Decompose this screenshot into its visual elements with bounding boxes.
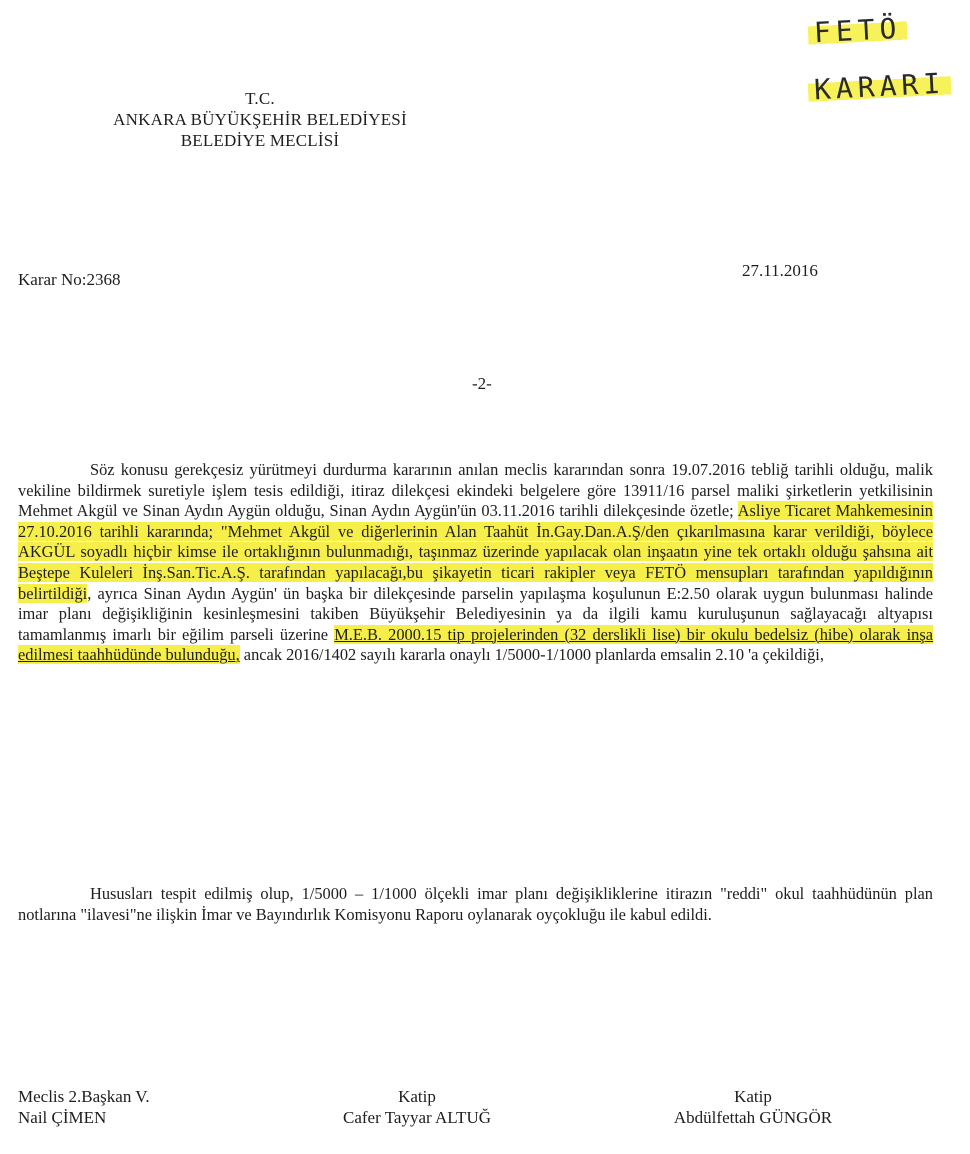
signature-title: Meclis 2.Başkan V. [18,1087,150,1106]
highlighted-school-pledge: M.E.B. 2000.15 tip projelerinden (32 derslikli lise) bir okulu bedelsiz (hibe) olarak inşa edilmesi taahhüdünde bulunduğu, [18,624,933,665]
header-tc: T.C. [245,89,275,108]
letterhead [0,88,520,151]
decision-number: Karar No:2368 [18,270,121,289]
header-council: BELEDİYE MECLİSİ [180,131,340,150]
body-paragraph-1 [18,460,933,666]
paragraph2-text: Hususları tespit edilmiş olup, 1/5000 – 1/1000 ölçekli imar planı değişikliklerine itirazın "reddi" okul taahhüdünün plan notlarına "ilavesi"ne ilişkin İmar ve Bayındırlık Komisyonu Raporu oylanarak oyçokluğu ile kabul edildi. [18,884,933,924]
body-paragraph-2 [18,884,933,925]
paragraph1-text-c: ancak 2016/1402 sayılı kararla onaylı 1/5000-1/1000 planlarda emsalin 2.10 'a çekildiği, [239,645,824,665]
signature-block-2 [322,1086,512,1128]
signature-block-3 [648,1086,858,1128]
signature-name: Nail ÇİMEN [18,1108,107,1127]
highlighted-court-decision: Asliye Ticaret Mahkemesinin 27.10.2016 tarihli kararında; "Mehmet Akgül ve diğerlerinin Alan Taahüt İn.Gay.Dan.A.Ş/den çıkarılmasına karar verildiği, böylece AKGÜL soyadlı hiçbir kimse ile ortaklığının bulunmadığı, taşınmaz üzerinde yapılacak olan inşaatın yine tek ortaklı olduğu şahsına ait Beştepe Kuleleri İnş.San.Tic.A.Ş. tarafından yapılacağı,bu şikayetin ticari rakipler veya FETÖ mensupları tarafından yapıldığının belirtildiği [18,501,933,603]
page-number: -2- [472,374,492,393]
signature-name: Cafer Tayyar ALTUĞ [343,1108,491,1127]
handwritten-note-line1: FETÖ [807,11,908,49]
header-municipality: ANKARA BÜYÜKŞEHİR BELEDİYESİ [113,110,407,129]
paragraph1-text-a: Söz konusu gerekçesiz yürütmeyi durdurma kararının anılan meclis kararından sonra 19.07.2016 tebliğ tarihli olduğu, malik vekiline bildirmek suretiyle işlem tesis edildiği, itiraz dilekçesi ekindeki belgelere göre 13911/16 parsel maliki şirketlerin yetkilisinin Mehmet Akgül ve Sinan Aydın Aygün olduğu, Sinan Aydın Aygün'ün 03.11.2016 tarihli dilekçesinde özetle; [18,460,933,521]
signature-title: Katip [734,1087,772,1106]
signature-name: Abdülfettah GÜNGÖR [673,1108,833,1127]
signature-title: Katip [398,1087,436,1106]
paragraph1-text-b: , ayrıca Sinan Aydın Aygün' ün başka bir dilekçesinde parselin yapılaşma koşulunun E:2.50 olarak uygun bulunması halinde imar planı değişikliğinin kesinleşmesini takiben Büyükşehir Belediyesinin ya da ilgili kamu kuruluşunun sağlayacağı altyapısı tamamlanmış imarlı bir eğilim parseli üzerine [18,583,933,644]
decision-date: 27.11.2016 [742,261,818,280]
handwritten-note-line2: KARARI [807,66,952,106]
signature-block-1 [18,1086,150,1128]
